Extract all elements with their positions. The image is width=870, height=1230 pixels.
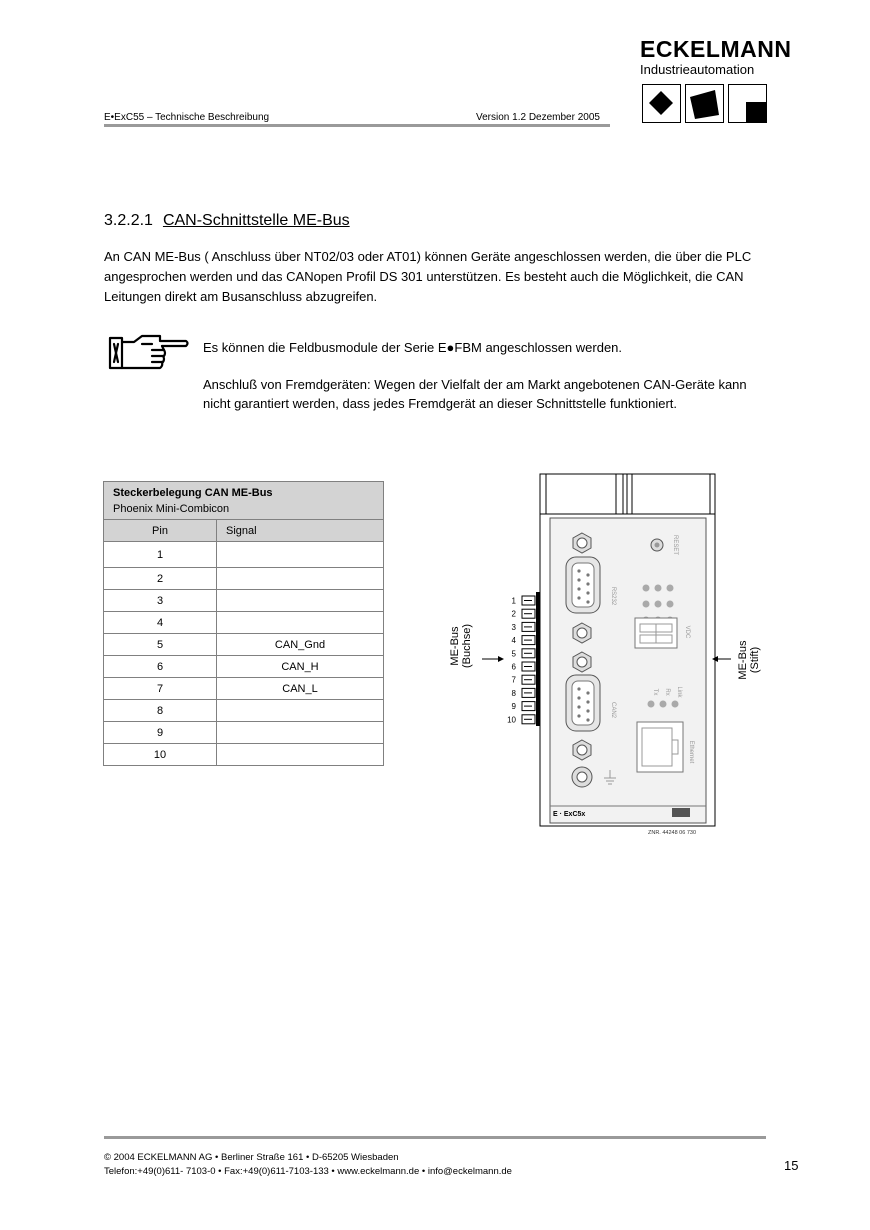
signal-cell: CAN_Gnd: [217, 634, 384, 656]
footer-contact: Telefon:+49(0)611- 7103-0 • Fax:+49(0)611-7103-133 • www.eckelmann.de • info@eckelmann.de: [104, 1166, 512, 1177]
pin-number-label: 4: [511, 636, 516, 646]
screw-icon: [573, 740, 591, 760]
signal-cell: CAN_L: [217, 678, 384, 700]
screw-icon: [573, 623, 591, 643]
signal-cell: [217, 542, 384, 568]
signal-cell: [217, 722, 384, 744]
can2-connector-icon: [566, 675, 600, 731]
table-row: [104, 678, 384, 700]
note-line-1: Es können die Feldbusmodule der Serie E●FBM angeschlossen werden.: [203, 340, 623, 355]
pin-cell: 4: [104, 612, 217, 634]
doc-version: Version 1.2 Dezember 2005: [476, 112, 600, 123]
table-header-row: [104, 520, 384, 542]
pin-assignment-table: [103, 481, 384, 766]
pin-number-label: 7: [511, 675, 516, 685]
table-row: [104, 744, 384, 766]
tx-label: Tx: [652, 688, 658, 696]
pin-cell: 6: [104, 656, 217, 678]
table-row: [104, 634, 384, 656]
vdc-label: VDC: [684, 625, 690, 639]
brand-subtitle: Industrieautomation: [640, 62, 755, 77]
network-leds: [648, 701, 679, 708]
brand-logo-icon: [642, 84, 768, 124]
section-number: 3.2.2.1: [104, 212, 153, 229]
signal-cell: [217, 568, 384, 590]
rs232-label: RS232: [610, 586, 616, 606]
can2-label: CAN2: [610, 701, 616, 719]
ethernet-jack-icon: [637, 722, 683, 772]
table-row: [104, 542, 384, 568]
me-bus-right-sublabel: (Stift): [749, 646, 761, 674]
reset-button-icon: [651, 539, 663, 551]
brand: [640, 38, 791, 77]
pin-number-label: 10: [507, 715, 516, 725]
device-label: E · ExC5x: [553, 811, 586, 818]
device-diagram: [440, 470, 770, 850]
doc-title: E•ExC55 – Technische Beschreibung: [104, 112, 270, 123]
table-row: [104, 700, 384, 722]
drawing-number: ZNR. 44248 06 730: [648, 830, 697, 836]
pin-cell: 5: [104, 634, 217, 656]
link-label: Link: [676, 686, 682, 698]
table-row: [104, 656, 384, 678]
me-bus-right-label: ME-Bus: [737, 640, 749, 680]
signal-cell: [217, 590, 384, 612]
page-number: 15: [784, 1158, 799, 1173]
column-header-pin: Pin: [104, 520, 217, 542]
note-line-2: Anschluß von Fremdgeräten: Wegen der Vielfalt der am Markt angebotenen CAN-Geräte kann nicht garantiert werden, dass jedes Fremdgerät an dieser Schnittstelle funktioniert.: [203, 377, 747, 411]
table-title-row: [104, 482, 384, 520]
pin-cell: 9: [104, 722, 217, 744]
section-paragraph: An CAN ME-Bus ( Anschluss über NT02/03 oder AT01) können Geräte angeschlossen werden, die über die PLC angesprochen werden und das CANopen Profil DS 301 unterstützen. Es besteht auch die Möglichkeit, die CAN Leitungen direkt am Busanschluss abzugreifen.: [104, 249, 752, 304]
section-heading: [104, 212, 350, 230]
screw-icon: [573, 652, 591, 672]
pin-number-label: 9: [511, 702, 516, 712]
pin-number-label: 2: [511, 609, 516, 619]
pin-cell: 3: [104, 590, 217, 612]
power-connector-icon: [635, 618, 677, 648]
section-title: CAN-Schnittstelle ME-Bus: [162, 212, 350, 229]
pin-number-label: 1: [511, 596, 516, 606]
pin-number-label: 8: [511, 688, 516, 698]
rx-label: Rx: [664, 688, 670, 696]
table-row: [104, 568, 384, 590]
table-row: [104, 722, 384, 744]
ethernet-label: Ethernet: [688, 740, 694, 764]
brand-name: ECKELMANN: [640, 36, 792, 62]
me-bus-connector: [536, 592, 540, 726]
me-bus-left-label: ME-Bus: [449, 626, 461, 666]
pointing-hand-icon: [108, 332, 190, 374]
signal-cell: [217, 612, 384, 634]
pin-number-label: 5: [511, 649, 516, 659]
pin-cell: 1: [104, 542, 217, 568]
pin-cell: 7: [104, 678, 217, 700]
pin-cell: 2: [104, 568, 217, 590]
signal-cell: [217, 744, 384, 766]
footer-address: © 2004 ECKELMANN AG • Berliner Straße 161 • D-65205 Wiesbaden: [104, 1152, 399, 1163]
me-bus-pins: [507, 596, 535, 724]
signal-cell: [217, 700, 384, 722]
arrow-right-icon: [482, 656, 504, 662]
pin-number-label: 3: [511, 622, 516, 632]
me-bus-left-sublabel: (Buchse): [461, 623, 473, 669]
column-header-signal: Signal: [217, 520, 384, 542]
reset-label: RESET: [672, 534, 678, 556]
header-divider: [104, 124, 610, 127]
table-row: [104, 612, 384, 634]
screw-icon: [573, 533, 591, 553]
table-row: [104, 590, 384, 612]
signal-cell: CAN_H: [217, 656, 384, 678]
table-subtitle: Phoenix Mini-Combicon: [113, 502, 230, 515]
rs232-connector-icon: [566, 557, 600, 613]
footer-divider: [104, 1136, 766, 1139]
pin-number-label: 6: [511, 662, 516, 672]
table-title: Steckerbelegung CAN ME-Bus: [113, 486, 273, 499]
device-barcode-icon: [672, 808, 690, 817]
pin-cell: 10: [104, 744, 217, 766]
pin-cell: 8: [104, 700, 217, 722]
